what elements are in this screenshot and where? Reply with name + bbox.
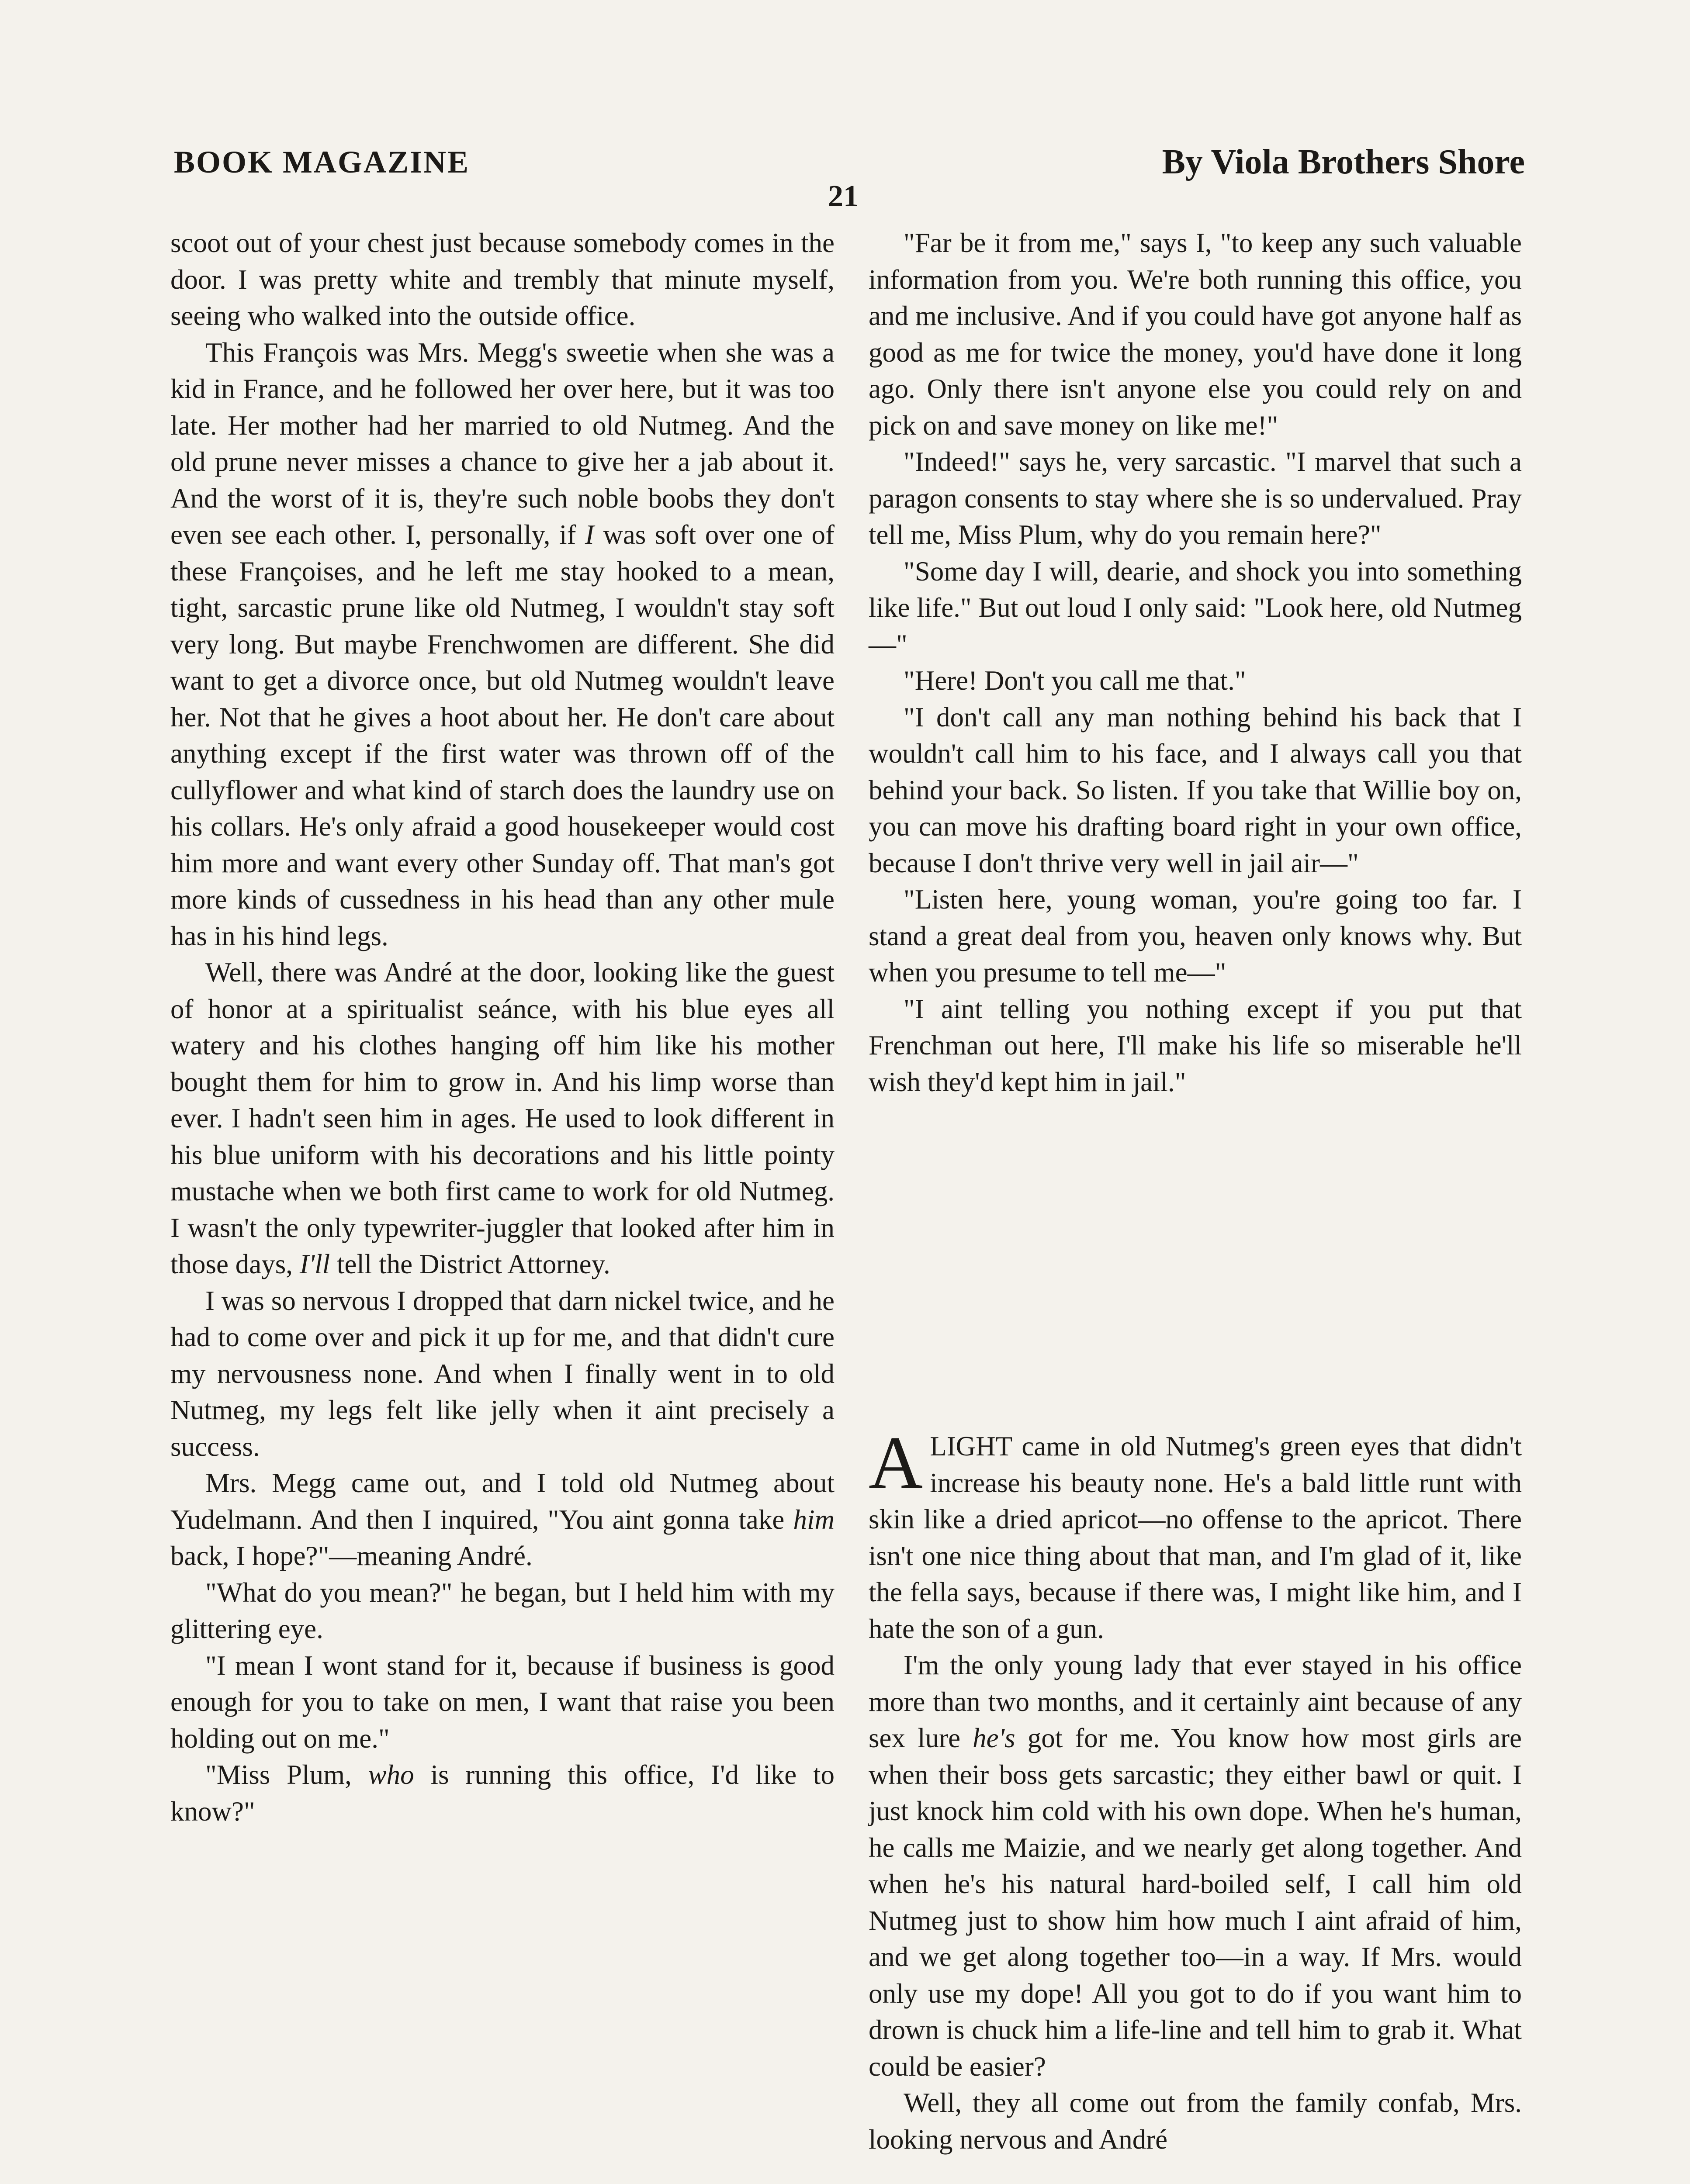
paragraph: I'm the only young lady that ever stayed in his office more than two months, and it certainly aint because of any sex lure he's got for me. You know how most girls are when their boss gets sarcastic; they either bawl or quit. I just knock him cold with his own dope. When he's human, he calls me Maizie, and we nearly get along together. And when he's his natural hard-boiled self, I call him old Nutmeg just to show him how much I aint afraid of him, and we get along together too—in a way. If Mrs. would only use my dope! All you got to do if you want him to drown is chuck him a life-line and tell him to grab it. What could be easier? <box>869 1650 1522 2082</box>
paragraph: "What do you mean?" he began, but I held him with my glittering eye. <box>170 1577 835 1644</box>
paragraph: I was so nervous I dropped that darn nickel twice, and he had to come over and pick it up for me, and that didn't cure my nervousness none. And when I finally went in to old Nutmeg, my legs felt like jelly when it aint precisely a success. <box>170 1285 835 1462</box>
drop-cap: A <box>869 1421 923 1504</box>
paragraph: scoot out of your chest just because somebody comes in the door. I was pretty white and trembly that minute myself, seeing who walked into the outside office. <box>170 228 835 331</box>
paragraph: Well, there was André at the door, looking like the guest of honor at a spiritualist seánce, with his blue eyes all watery and his clothes hanging off him like his mother bought them for him to grow in. And his limp worse than ever. I hadn't seen him in ages. He used to look different in his blue uniform with his decorations and his little pointy mustache when we both first came to work for old Nutmeg. I wasn't the only typewriter-juggler that looked after him in those days, I'll tell the District Attorney. <box>170 957 835 1279</box>
paragraph: Mrs. Megg came out, and I told old Nutmeg about Yudelmann. And then I inquired, "You aint gonna take him back, I hope?"—meaning André. <box>170 1468 835 1571</box>
paragraph: "I aint telling you nothing except if you put that Frenchman out here, I'll make his life so miserable he'll wish they'd kept him in jail." <box>869 993 1522 1097</box>
paragraph: "Far be it from me," says I, "to keep any such valuable information from you. We're both running this office, you and me inclusive. And if you could have got anyone half as good as me for twice the money, you'd have done it long ago. Only there isn't anyone else you could rely on and pick on and save money on like me!" <box>869 228 1522 441</box>
right-column <box>869 225 1522 1100</box>
paragraph: "Here! Don't you call me that." <box>904 665 1246 696</box>
paragraph: "Miss Plum, who is running this office, I'd like to know?" <box>170 1759 835 1827</box>
paragraph: "I mean I wont stand for it, because if business is good enough for you to take on men, I want that raise you been holding out on me." <box>170 1650 835 1754</box>
paragraph: A LIGHT came in old Nutmeg's green eyes that didn't increase his beauty none. He's a bald little runt with skin like a dried apricot—no offense to the apricot. There isn't one nice thing about that man, and I'm glad of it, like the fella says, because if there was, I might like him, and I hate the son of a gun. <box>869 1421 1522 1644</box>
paragraph: Well, they all come out from the family confab, Mrs. looking nervous and André <box>869 2087 1522 2155</box>
magazine-title: BOOK MAGAZINE <box>174 145 470 180</box>
right-column-section-two <box>869 1421 1522 2158</box>
paragraph: This François was Mrs. Megg's sweetie when she was a kid in France, and he followed her over here, but it was too late. Her mother had her married to old Nutmeg. And the old prune never misses a chance to give her a jab about it. And the worst of it is, they're such noble boobs they don't even see each other. I, personally, if I was soft over one of these Françoises, and he left me stay hooked to a mean, tight, sarcastic prune like old Nutmeg, I wouldn't stay soft very long. But maybe Frenchwomen are different. She did want to get a divorce once, but old Nutmeg wouldn't leave her. Not that he gives a hoot about her. He don't care about anything except if the first water was thrown off of the cullyflower and what kind of starch does the laundry use on his collars. He's only afraid a good housekeeper would cost him more and want every other Sunday off. That man's got more kinds of cussedness in his head than any other mule has in his hind legs. <box>170 337 835 951</box>
left-column <box>170 225 835 1830</box>
paragraph: "Listen here, young woman, you're going too far. I stand a great deal from you, heaven only knows why. But when you presume to tell me—" <box>869 884 1522 988</box>
author-byline: By Viola Brothers Shore <box>1162 143 1525 181</box>
paragraph: "Indeed!" says he, very sarcastic. "I marvel that such a paragon consents to stay where she is so undervalued. Pray tell me, Miss Plum, why do you remain here?" <box>869 446 1522 550</box>
page-number: 21 <box>828 180 859 213</box>
paragraph: "Some day I will, dearie, and shock you into something like life." But out loud I only said: "Look here, old Nutmeg—" <box>869 556 1522 660</box>
paragraph: "I don't call any man nothing behind his back that I wouldn't call him to his face, and I always call you that behind your back. So listen. If you take that Willie boy on, you can move his drafting board right in your own office, because I don't thrive very well in jail air—" <box>869 702 1522 878</box>
